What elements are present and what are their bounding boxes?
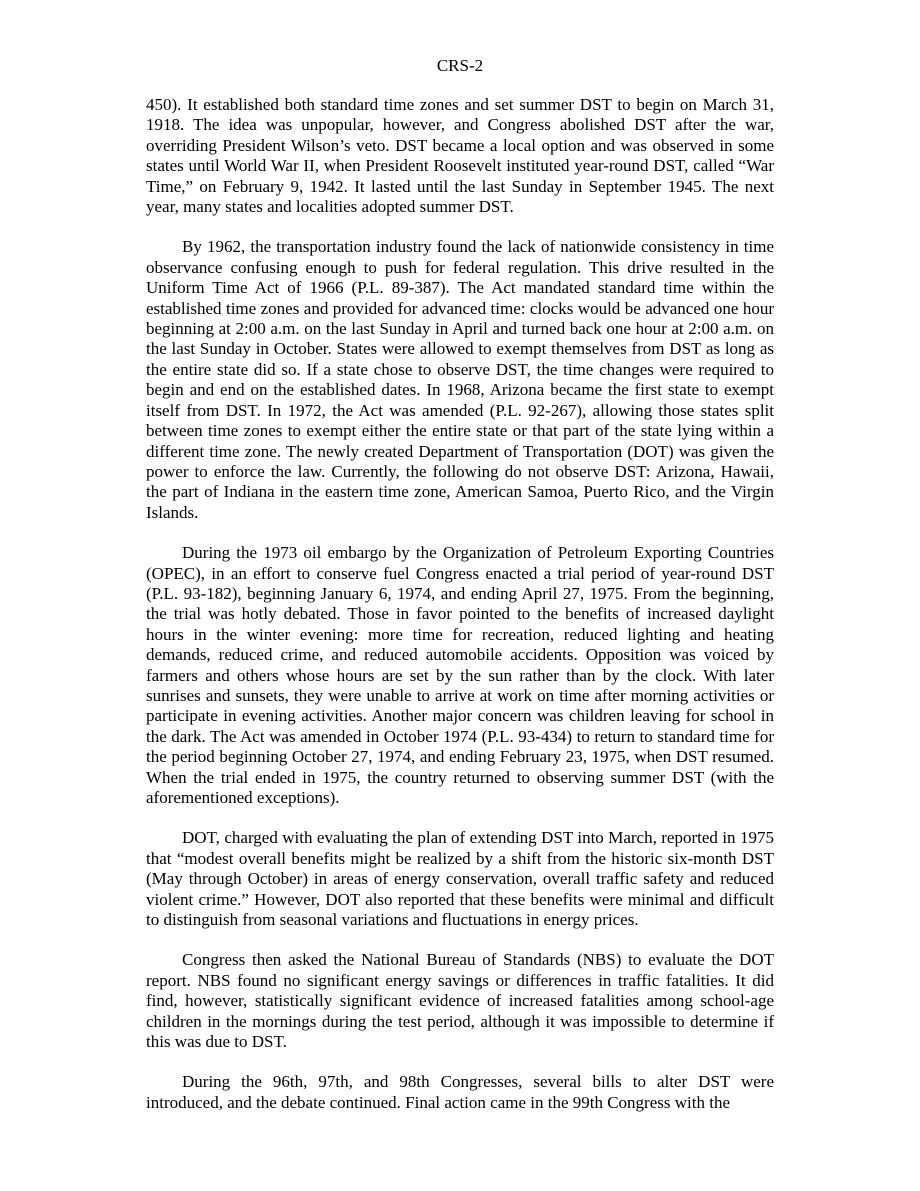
paragraph-continuation: 450). It established both standard time zones and set summer DST to begin on March 31, 1918. The idea was unpopular, however, and Congress abolished DST after the war, overriding President Wilson’s veto. DST became a local option and was observed in some states until World War II, when President Roosevelt instituted year-round DST, called “War Time,” on February 9, 1942. It lasted until the last Sunday in September 1945. The next year, many states and localities adopted summer DST. xyxy=(146,95,774,217)
paragraph-oil-embargo: During the 1973 oil embargo by the Organization of Petroleum Exporting Countries (OPEC), in an effort to conserve fuel Congress enacted a trial period of year-round DST (P.L. 93-182), beginning January 6, 1974, and ending April 27, 1975. From the beginning, the trial was hotly debated. Those in favor pointed to the benefits of increased daylight hours in the winter evening: more time for recreation, reduced lighting and heating demands, reduced crime, and reduced automobile accidents. Opposition was voiced by farmers and others whose hours are set by the sun rather than by the clock. With later sunrises and sunsets, they were unable to arrive at work on time after morning activities or participate in evening activities. Another major concern was children leaving for school in the dark. The Act was amended in October 1974 (P.L. 93-434) to return to standard time for the period beginning October 27, 1974, and ending February 23, 1975, when DST resumed. When the trial ended in 1975, the country returned to observing summer DST (with the aforementioned exceptions). xyxy=(146,543,774,807)
paragraph-dot-evaluation: DOT, charged with evaluating the plan of extending DST into March, reported in 1975 that “modest overall benefits might be realized by a shift from the historic six-month DST (May through October) in areas of energy conservation, overall traffic safety and reduced violent crime.” However, DOT also reported that these benefits were minimal and difficult to distinguish from seasonal variations and fluctuations in energy prices. xyxy=(146,828,774,930)
paragraph-later-congresses: During the 96th, 97th, and 98th Congresses, several bills to alter DST were introduced, and the debate continued. Final action came in the 99th Congress with the xyxy=(146,1072,774,1112)
paragraph-uniform-time-act: By 1962, the transportation industry found the lack of nationwide consistency in time observance confusing enough to push for federal regulation. This drive resulted in the Uniform Time Act of 1966 (P.L. 89-387). The Act mandated standard time within the established time zones and provided for advanced time: clocks would be advanced one hour beginning at 2:00 a.m. on the last Sunday in April and turned back one hour at 2:00 a.m. on the last Sunday in October. States were allowed to exempt themselves from DST as long as the entire state did so. If a state chose to observe DST, the time changes were required to begin and end on the established dates. In 1968, Arizona became the first state to exempt itself from DST. In 1972, the Act was amended (P.L. 92-267), allowing those states split between time zones to exempt either the entire state or that part of the state lying within a different time zone. The newly created Department of Transportation (DOT) was given the power to enforce the law. Currently, the following do not observe DST: Arizona, Hawaii, the part of Indiana in the eastern time zone, American Samoa, Puerto Rico, and the Virgin Islands. xyxy=(146,237,774,522)
paragraph-nbs-evaluation: Congress then asked the National Bureau of Standards (NBS) to evaluate the DOT report. NBS found no significant energy savings or differences in traffic fatalities. It did find, however, statistically significant evidence of increased fatalities among school-age children in the mornings during the test period, although it was impossible to determine if this was due to DST. xyxy=(146,950,774,1052)
document-body xyxy=(146,95,774,1133)
page-number-header: CRS-2 xyxy=(436,56,484,75)
